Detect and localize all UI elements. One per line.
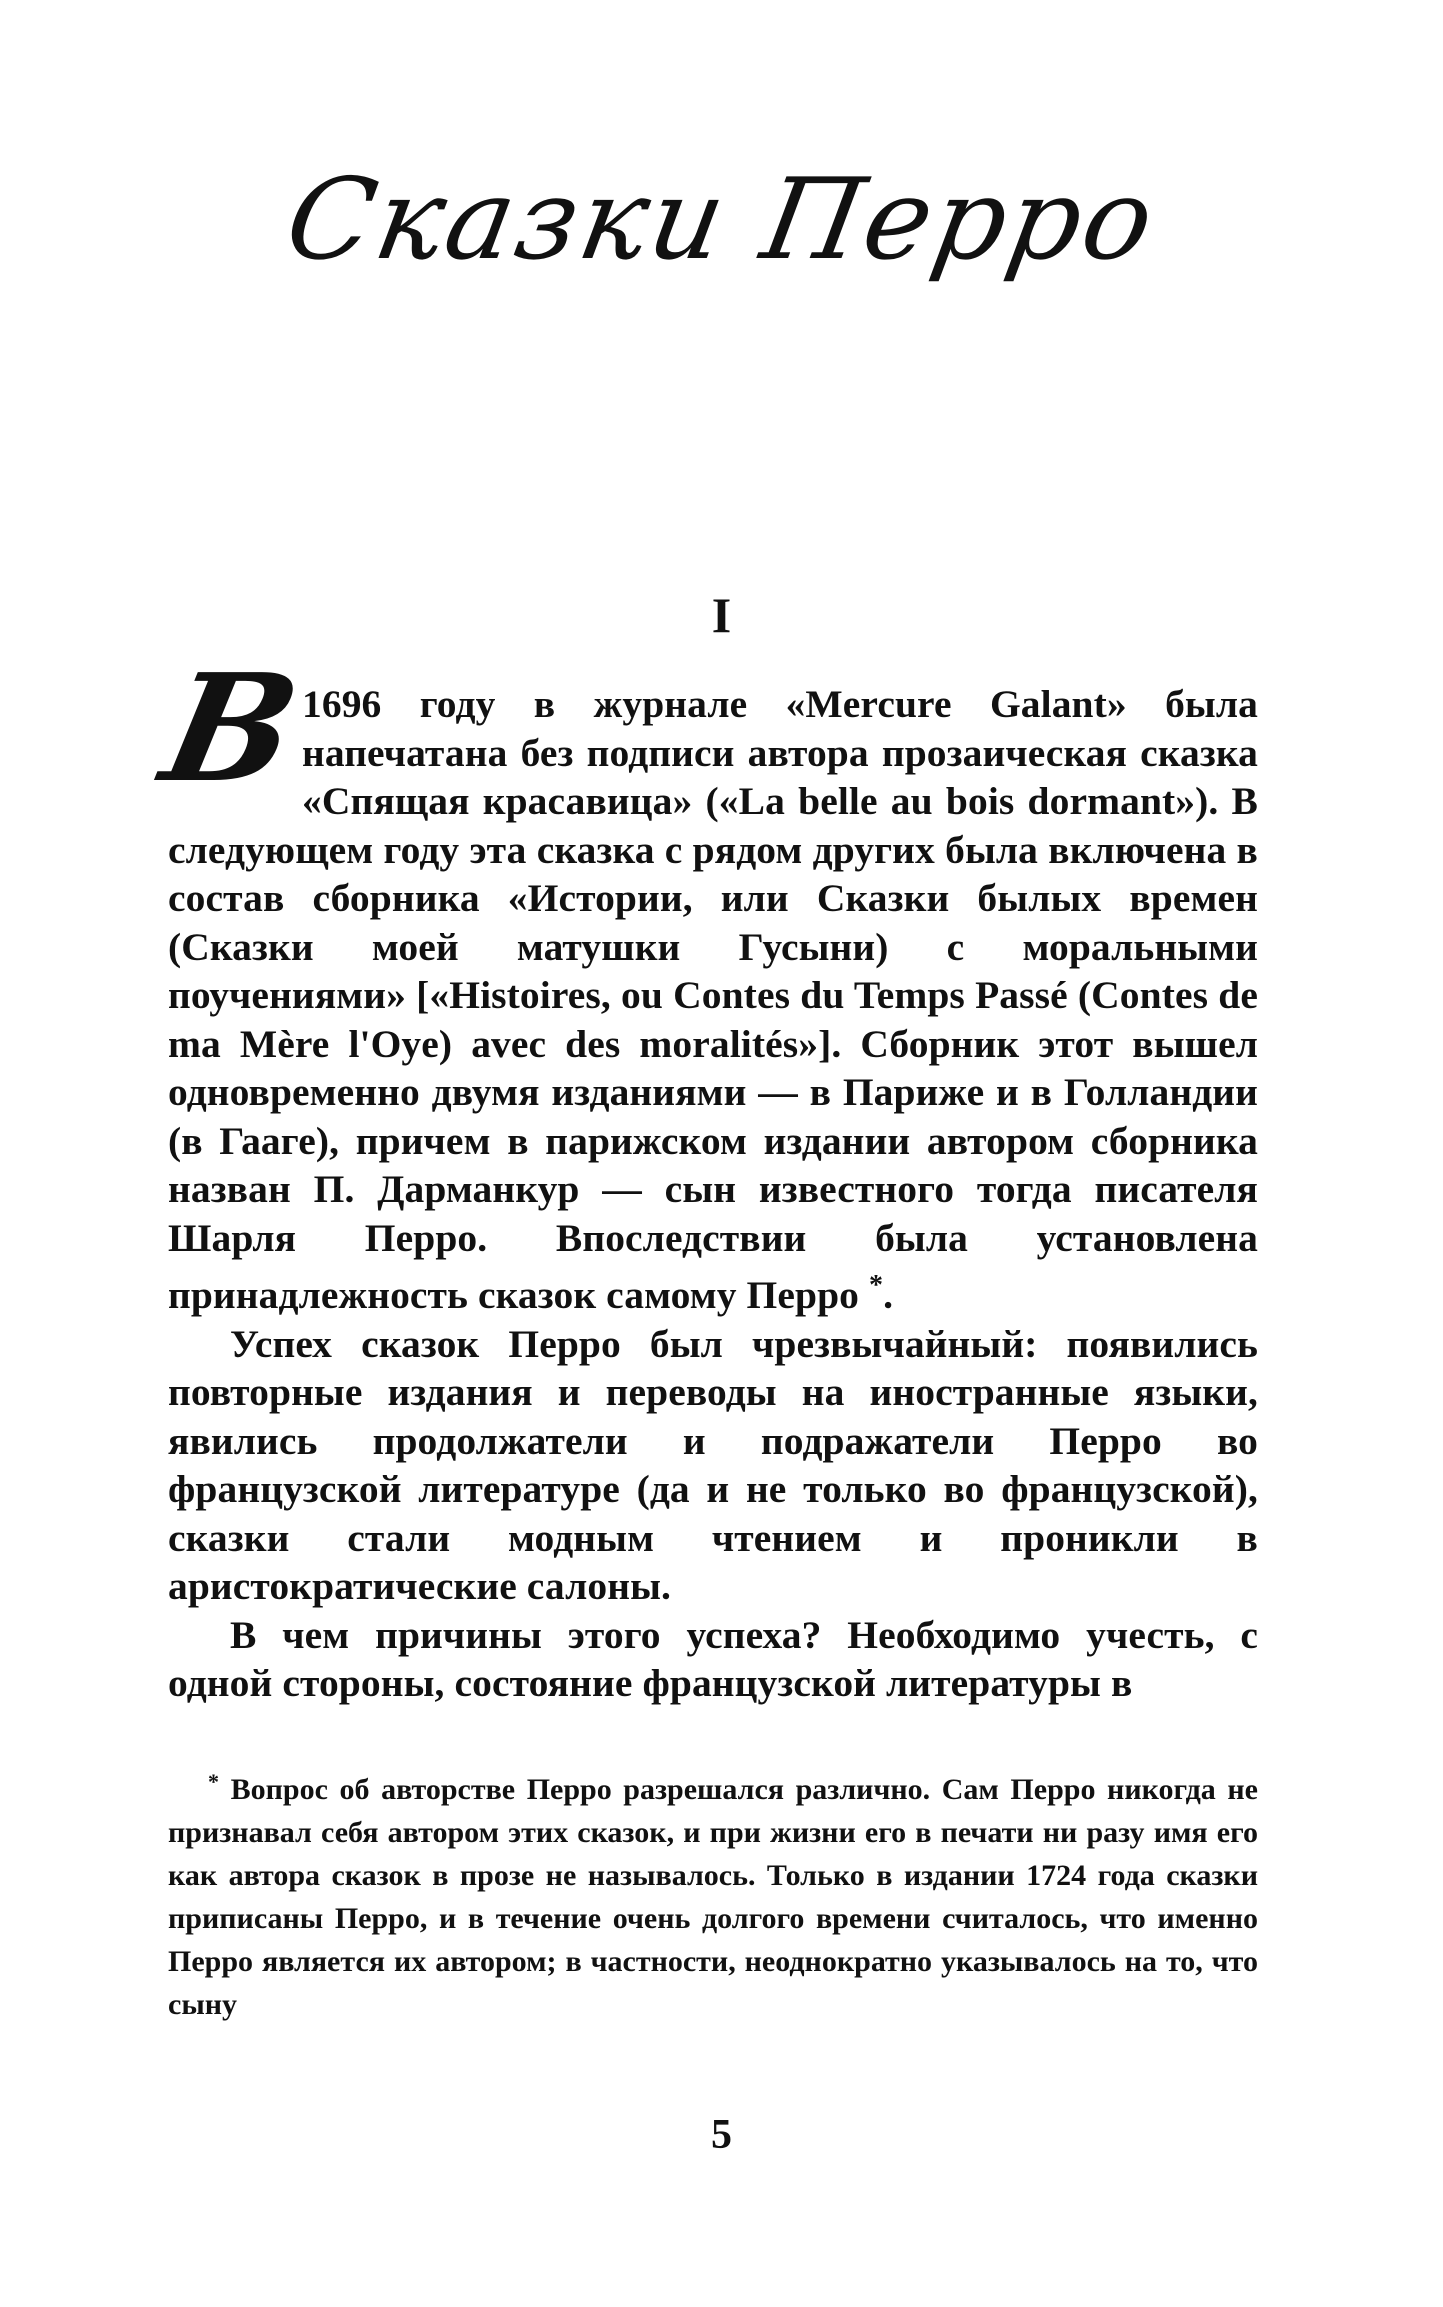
- paragraph-3: В чем причины этого успеха? Необходимо учесть, с одной стороны, состояние французской литературы в: [168, 1612, 1258, 1705]
- footnote: [168, 1760, 1258, 2026]
- paragraph-1-end: .: [883, 1273, 894, 1317]
- drop-cap: В: [149, 641, 313, 815]
- footnote-reference: *: [868, 1270, 884, 1301]
- footnote-marker: *: [208, 1769, 219, 1794]
- page-number: 5: [711, 2112, 732, 2158]
- section-numeral: I: [711, 587, 732, 643]
- body-text: [149, 641, 1258, 1708]
- paragraph-1: [149, 641, 1258, 1320]
- chapter-title: Сказки Перро: [277, 155, 1166, 285]
- paragraph-2: Успех сказок Перро был чрезвычайный: появились повторные издания и переводы на иностранные языки, явились продолжатели и подражатели Перро во французской литературе (да и не только во французской), сказки стали модным чтением и проникли в аристократические салоны.: [168, 1321, 1258, 1608]
- footnote-text: Вопрос об авторстве Перро разрешался различно. Сам Перро никогда не признавал себя автором этих сказок, и при жизни его в печати ни разу имя его как автора сказок в прозе не называлось. Только в издании 1724 года сказки приписаны Перро, и в течение очень долгого времени считалось, что именно Перро является их автором; в частности, неоднократно указывалось на то, что сыну: [168, 1773, 1258, 2021]
- paragraph-1-text: 1696 году в журнале «Mercure Galant» была напечатана без подписи автора прозаическая сказка «Спящая красавица» («La belle au bois dormant»). В следующем году эта сказка с рядом других была включена в состав сборника «Истории, или Сказки былых времен (Сказки моей матушки Гусыни) с моральными поучениями» [«Histoires, ou Contes du Temps Passé (Contes de ma Mère l'Oye) avec des moralités»]. Сборник этот вышел одновременно двумя изданиями — в Париже и в Голландии (в Гааге), причем в парижском издании автором сборника назван П. Дарманкур — сын известного тогда писателя Шарля Перро. Впоследствии была установлена принадлежность сказок самому Перро: [168, 682, 1258, 1317]
